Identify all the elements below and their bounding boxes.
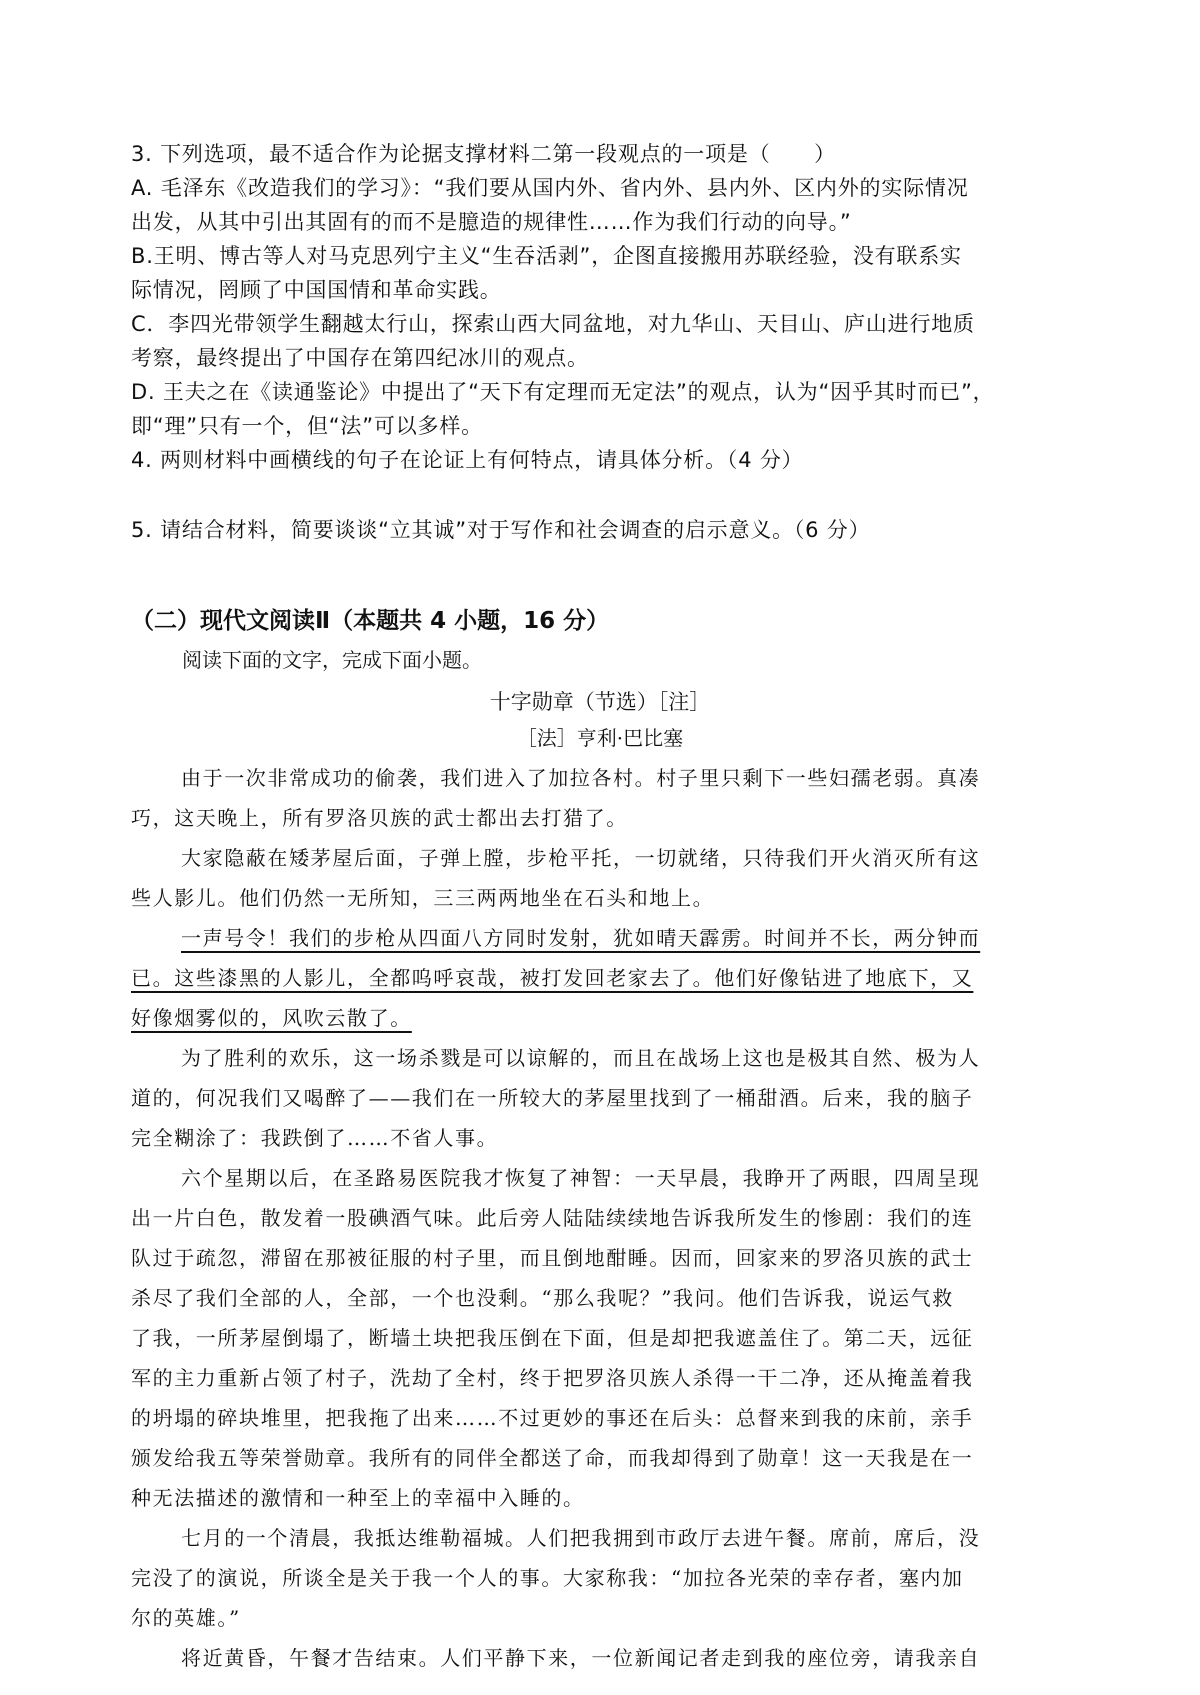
q3-option-d-line1: D. 王夫之在《读通鉴论》中提出了“天下有定理而无定法”的观点，认为“因乎其时而已”，	[131, 380, 995, 404]
underlined-text: 好像烟雾似的，风吹云散了。	[131, 1006, 412, 1030]
paragraph-line: 的坍塌的碎块堆里，把我拖了出来……不过更妙的事还在后头：总督来到我的床前，亲手	[131, 1406, 974, 1430]
article-body	[131, 758, 1091, 1678]
paragraph-line: 了我，一所茅屋倒塌了，断墙土块把我压倒在下面，但是却把我遮盖住了。第二天，远征	[131, 1326, 974, 1350]
paragraph-line: 尔的英雄。”	[131, 1606, 241, 1630]
paragraph-line: 六个星期以后，在圣路易医院我才恢复了神智：一天早晨，我睁开了两眼，四周呈现	[181, 1166, 981, 1190]
paragraph-line: 为了胜利的欢乐，这一场杀戮是可以谅解的，而且在战场上这也是极其自然、极为人	[181, 1046, 981, 1070]
paragraph-line: 大家隐蔽在矮茅屋后面，子弹上膛，步枪平托，一切就绪，只待我们开火消灭所有这	[181, 846, 981, 870]
paragraph-line: 队过于疏忽，滞留在那被征服的村子里，而且倒地酣睡。因而，回家来的罗洛贝族的武士	[131, 1246, 974, 1270]
paragraph-line: 完全糊涂了：我跌倒了……不省人事。	[131, 1126, 499, 1150]
underlined-line	[131, 998, 1091, 1038]
article-author: ［法］亨利·巴比塞	[516, 726, 684, 750]
q3-option-c-line1: C．李四光带领学生翻越太行山，探索山西大同盆地，对九华山、天目山、庐山进行地质	[131, 312, 975, 336]
paragraph-line: 由于一次非常成功的偷袭，我们进入了加拉各村。村子里只剩下一些妇孺老弱。真凑	[181, 766, 981, 790]
paragraph-line: 道的，何况我们又喝醉了——我们在一所较大的茅屋里找到了一桶甜酒。后来，我的脑子	[131, 1086, 974, 1110]
section-heading: （二）现代文阅读Ⅱ（本题共 4 小题，16 分）	[131, 608, 610, 634]
paragraph-line: 将近黄昏，午餐才告结束。人们平静下来，一位新闻记者走到我的座位旁，请我亲自	[181, 1646, 981, 1670]
paragraph-line: 完没了的演说，所谈全是关于我一个人的事。大家称我：“加拉各光荣的幸存者，塞内加	[131, 1566, 964, 1590]
question-block	[131, 137, 1091, 547]
underlined-line	[131, 918, 1091, 958]
underlined-text: 已。这些漆黑的人影儿，全都呜呼哀哉，被打发回老家去了。他们好像钻进了地底下，又	[131, 966, 974, 990]
paragraph-line: 种无法描述的激情和一种至上的幸福中入睡的。	[131, 1486, 585, 1510]
answer-space	[131, 477, 1091, 513]
underlined-text: 一声号令！我们的步枪从四面八方同时发射，犹如晴天霹雳。时间并不长，两分钟而	[181, 926, 981, 950]
q5-stem: 5. 请结合材料，简要谈谈“立其诚”对于写作和社会调查的启示意义。（6 分）	[131, 518, 871, 542]
q3-option-a-line1: A. 毛泽东《改造我们的学习》：“我们要从国内外、省内外、县内外、区内外的实际情况	[131, 176, 969, 200]
q3-option-c-line2: 考察，最终提出了中国存在第四纪冰川的观点。	[131, 346, 589, 370]
q3-option-a-line2: 出发，从其中引出其固有的而不是臆造的规律性……作为我们行动的向导。”	[131, 210, 852, 234]
paragraph-line: 些人影儿。他们仍然一无所知，三三两两地坐在石头和地上。	[131, 886, 715, 910]
q3-option-d-line2: 即“理”只有一个，但“法”可以多样。	[131, 414, 483, 438]
paragraph-line: 出一片白色，散发着一股碘酒气味。此后旁人陆陆续续地告诉我所发生的惨剧：我们的连	[131, 1206, 974, 1230]
q3-option-b-line1: B.王明、博古等人对马克思列宁主义“生吞活剥”，企图直接搬用苏联经验，没有联系实	[131, 244, 962, 268]
q3-stem: 3. 下列选项，最不适合作为论据支撑材料二第一段观点的一项是（ ）	[131, 142, 836, 166]
paragraph-line: 杀尽了我们全部的人，全部，一个也没剩。“那么我呢？”我问。他们告诉我，说运气救	[131, 1286, 954, 1310]
paragraph-line: 军的主力重新占领了村子，洗劫了全村，终于把罗洛贝族人杀得一干二净，还从掩盖着我	[131, 1366, 974, 1390]
underlined-line	[131, 958, 1091, 998]
paragraph-line: 七月的一个清晨，我抵达维勒福城。人们把我拥到市政厅去进午餐。席前，席后，没	[181, 1526, 981, 1550]
paragraph-line: 巧，这天晚上，所有罗洛贝族的武士都出去打猎了。	[131, 806, 628, 830]
reading-instruction: 阅读下面的文字，完成下面小题。	[182, 648, 482, 672]
article-title: 十字勋章（节选）［注］	[489, 690, 711, 714]
q3-option-b-line2: 际情况，罔顾了中国国情和革命实践。	[131, 278, 502, 302]
q4-stem: 4. 两则材料中画横线的句子在论证上有何特点，请具体分析。（4 分）	[131, 448, 804, 472]
paragraph-line: 颁发给我五等荣誉勋章。我所有的同伴全都送了命，而我却得到了勋章！这一天我是在一	[131, 1446, 974, 1470]
